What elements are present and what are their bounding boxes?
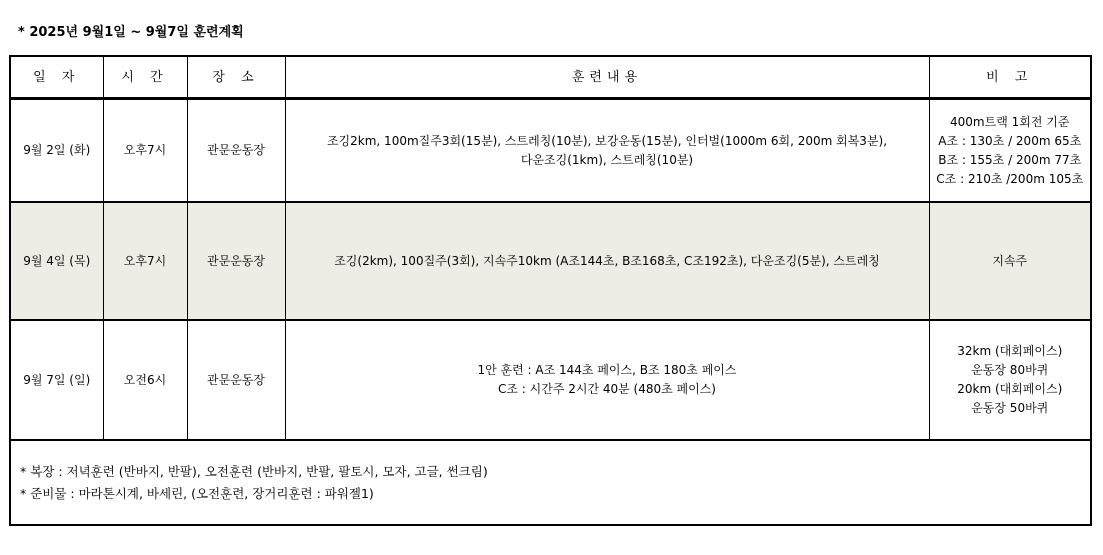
table-header-row xyxy=(10,56,1091,99)
content-line: C조 : 시간주 2시간 40분 (480초 페이스) xyxy=(498,382,716,396)
notes-line: 운동장 80바퀴 xyxy=(971,363,1049,377)
cell-notes xyxy=(929,202,1091,320)
cell-notes xyxy=(929,99,1091,203)
notes-line: 지속주 xyxy=(992,253,1028,268)
notes-line: 운동장 50바퀴 xyxy=(971,401,1049,415)
table-row xyxy=(10,99,1091,203)
content-line: 1안 훈련 : A조 144초 페이스, B조 180초 페이스 xyxy=(477,363,737,377)
notes-line: B조 : 155초 / 200m 77초 xyxy=(938,152,1082,167)
cell-date: 9월 4일 (목) xyxy=(10,202,103,320)
notes-line: A조 : 130초 / 200m 65초 xyxy=(938,133,1082,148)
footer-notes xyxy=(10,440,1091,525)
cell-content xyxy=(285,99,929,203)
table-row xyxy=(10,320,1091,440)
header-time: 시 간 xyxy=(103,56,187,99)
cell-place: 관문운동장 xyxy=(187,202,285,320)
content-line: 조깅2km, 100m질주3회(15분), 스트레칭(10분), 보강운동(15분), 인터벌(1000m 6회, 200m 회복3분), xyxy=(326,133,888,148)
cell-place: 관문운동장 xyxy=(187,320,285,440)
cell-place: 관문운동장 xyxy=(187,99,285,203)
cell-time: 오후7시 xyxy=(103,202,187,320)
footer-supplies: * 준비물 : 마라톤시계, 바세린, (오전훈련, 장거리훈련 : 파워젤1) xyxy=(20,485,374,501)
table-row xyxy=(10,202,1091,320)
header-content: 훈련내용 xyxy=(285,56,929,99)
header-place: 장 소 xyxy=(187,56,285,99)
cell-content xyxy=(285,202,929,320)
content-line: 조깅(2km), 100질주(3회), 지속주10km (A조144초, B조168초, C조192초), 다운조깅(5분), 스트레칭 xyxy=(334,253,880,268)
cell-date: 9월 2일 (화) xyxy=(10,99,103,203)
footer-attire: * 복장 : 저녁훈련 (반바지, 반팔), 오전훈련 (반바지, 반팔, 팔토시, 모자, 고글, 썬크림) xyxy=(20,463,488,479)
cell-content xyxy=(285,320,929,440)
cell-time: 오후7시 xyxy=(103,99,187,203)
content-line: 다운조깅(1km), 스트레칭(10분) xyxy=(520,152,694,167)
cell-time: 오전6시 xyxy=(103,320,187,440)
cell-notes xyxy=(929,320,1091,440)
notes-line: 400m트랙 1회전 기준 xyxy=(950,114,1070,129)
page-title: * 2025년 9월1일 ~ 9월7일 훈련계획 xyxy=(18,25,244,40)
notes-line: 32km (대회페이스) xyxy=(957,344,1063,358)
cell-date: 9월 7일 (일) xyxy=(10,320,103,440)
notes-line: C조 : 210초 /200m 105초 xyxy=(936,171,1084,186)
table-footer-row xyxy=(10,440,1091,525)
header-date: 일 자 xyxy=(10,56,103,99)
notes-line: 20km (대회페이스) xyxy=(957,382,1063,396)
header-notes: 비 고 xyxy=(929,56,1091,99)
training-plan-table xyxy=(9,55,1092,526)
